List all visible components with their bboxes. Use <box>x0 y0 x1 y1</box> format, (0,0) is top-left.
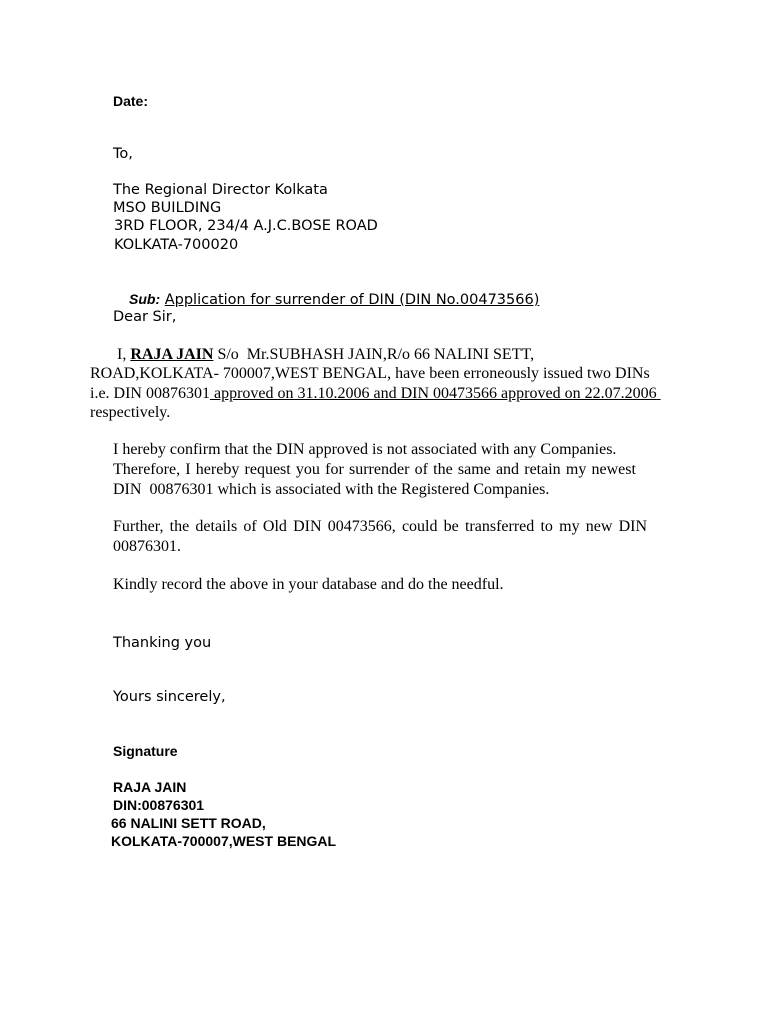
thanks-line: Thanking you <box>113 635 212 651</box>
recipient-line-3: 3RD FLOOR, 234/4 A.J.C.BOSE ROAD <box>114 218 378 234</box>
para2-line-3: DIN 00876301 which is associated with the Registered Companies. <box>113 481 550 498</box>
sender-address-1: 66 NALINI SETT ROAD, <box>111 815 266 831</box>
subject-label: Sub: <box>129 291 161 307</box>
signature-label: Signature <box>113 743 178 759</box>
recipient-line-1: The Regional Director Kolkata <box>113 182 328 198</box>
subject-line <box>113 273 539 327</box>
para3-line-1: Further, the details of Old DIN 00473566, could be transferred to my new DIN <box>113 518 648 535</box>
subject-text: Application for surrender of DIN (DIN No.00473566) <box>164 292 540 308</box>
para1-line-1: I, RAJA JAIN S/o Mr.SUBHASH JAIN,R/o 66 NALINI SETT, <box>117 346 535 363</box>
applicant-name: RAJA JAIN <box>130 346 214 363</box>
para2-line-1: I hereby confirm that the DIN approved is not associated with any Companies. <box>113 441 617 458</box>
sender-din: DIN:00876301 <box>113 797 205 813</box>
para1-line-4: respectively. <box>90 404 171 421</box>
date-label: Date: <box>113 93 149 109</box>
para4: Kindly record the above in your database and do the needful. <box>113 576 504 593</box>
sender-address-2: KOLKATA-700007,WEST BENGAL <box>111 833 337 849</box>
closing-line: Yours sincerely, <box>113 689 226 705</box>
greeting: Dear Sir, <box>113 309 177 325</box>
recipient-line-2: MSO BUILDING <box>113 200 222 216</box>
sender-name: RAJA JAIN <box>113 779 187 795</box>
para1-line-3: i.e. DIN 00876301 approved on 31.10.2006 and DIN 00473566 approved on 22.07.2006 <box>90 385 657 402</box>
para3-line-2: 00876301. <box>113 538 181 555</box>
recipient-line-4: KOLKATA-700020 <box>114 237 239 253</box>
para2-line-2: Therefore, I hereby request you for surrender of the same and retain my newest <box>113 461 636 478</box>
salutation-to: To, <box>113 146 133 162</box>
para1-line-2: ROAD,KOLKATA- 700007,WEST BENGAL, have been erroneously issued two DINs <box>90 365 650 382</box>
